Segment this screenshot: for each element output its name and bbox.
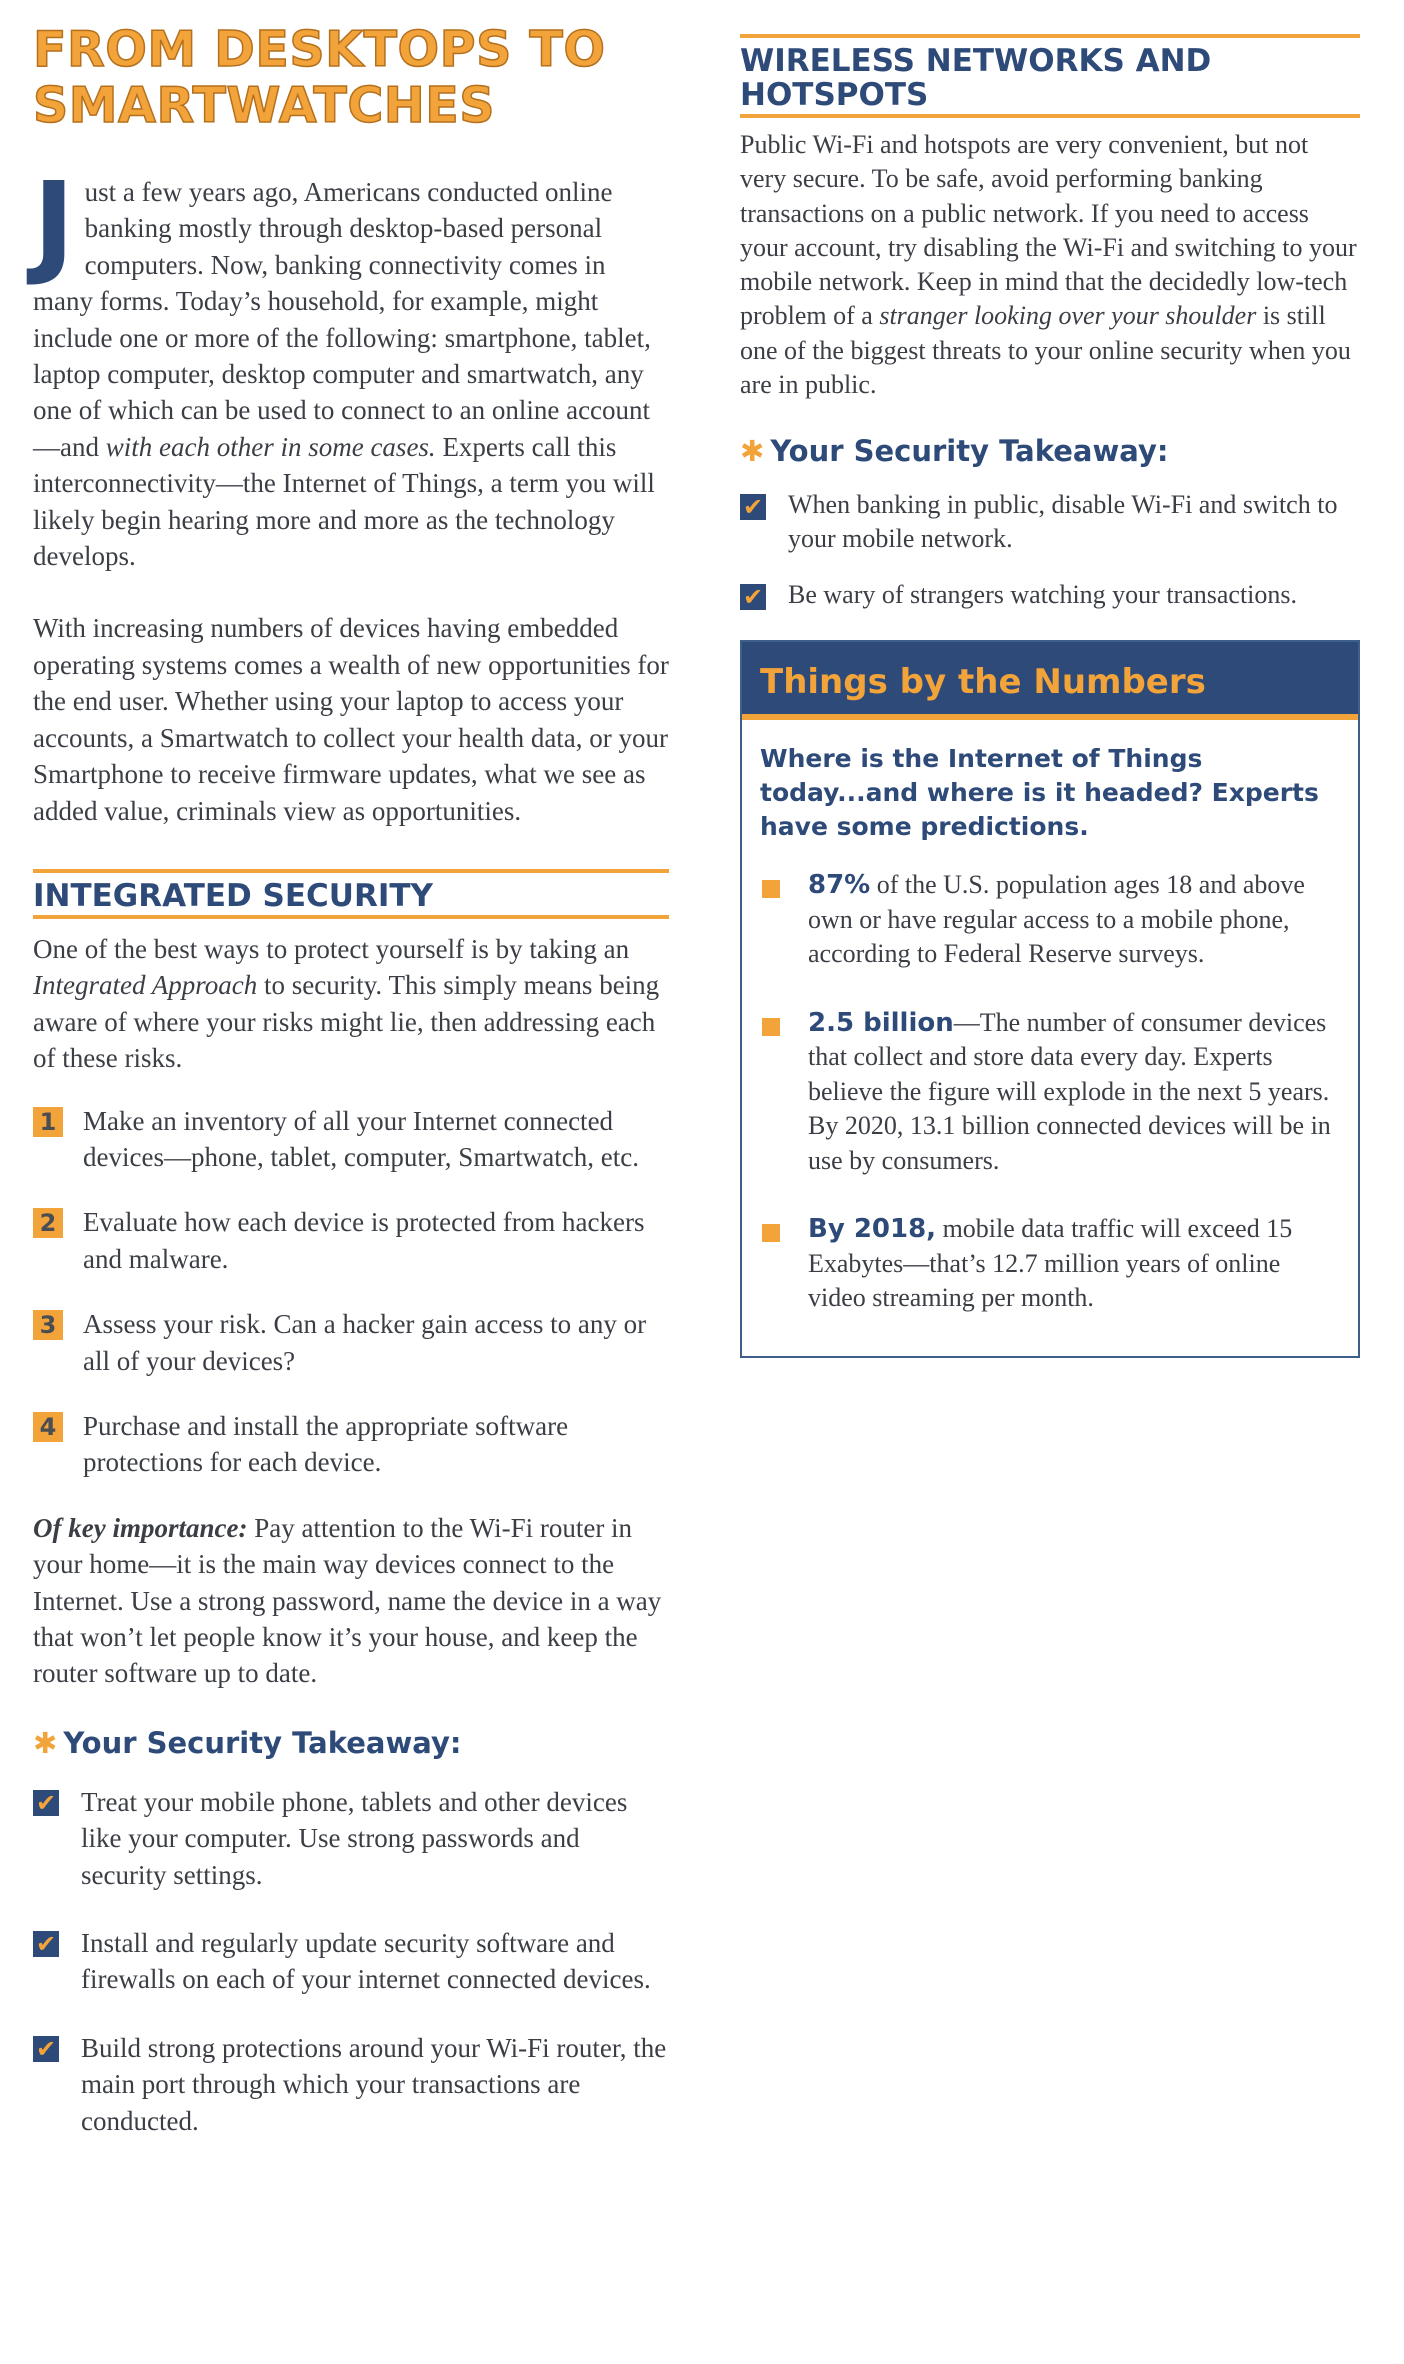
takeaway-checklist (33, 1784, 669, 2139)
numbers-body (742, 720, 1358, 1356)
asterisk-icon: ✱ (33, 1725, 58, 1760)
integrated-approach-italic: Integrated Approach (33, 970, 258, 1001)
step-text: Purchase and install the appropriate software protections for each device. (83, 1410, 569, 1478)
checklist-text: Install and regularly update security software and firewalls on each of your internet connected devices. (81, 1928, 651, 1995)
stat-item (760, 1006, 1338, 1179)
wireless-text-end: is still one of the biggest threats to your online security when you are in public. (740, 301, 1351, 400)
intro-text: ust a few years ago, Americans conducted online banking mostly through desktop-based personal computers. Now, banking connectivity comes in many forms. Today’s household, for example, might include one or more of the following: smartphone, tablet, laptop computer, desktop computer and smartwatch, any one of which can be used to connect to an online account—and (33, 177, 651, 462)
stat-lead: 2.5 billion (808, 1007, 954, 1038)
wireless-heading-block (740, 34, 1360, 118)
security-takeaway-heading (33, 1726, 669, 1760)
checkmark-icon: ✔ (33, 1931, 59, 1957)
integrated-intro-text: One of the best ways to protect yourself is by taking an (33, 933, 630, 964)
step-item (33, 1204, 669, 1277)
stat-item (760, 868, 1338, 972)
checklist-item (740, 488, 1360, 556)
stat-text (808, 1006, 1338, 1179)
checkmark-icon: ✔ (740, 584, 766, 610)
stat-body: of the U.S. population ages 18 and above own or have regular access to a mobile phone, according to Federal Reserve surveys. (808, 870, 1305, 969)
step-item (33, 1103, 669, 1176)
right-column (740, 34, 1360, 1358)
step-item (33, 1306, 669, 1379)
key-importance-label: Of key importance: (33, 1512, 248, 1543)
square-bullet-icon (762, 880, 780, 898)
checklist-text: Build strong protections around your Wi-Fi router, the main port through which your transactions are conducted. (81, 2032, 667, 2136)
intro-paragraph (33, 159, 669, 574)
checklist-text: When banking in public, disable Wi-Fi and switch to your mobile network. (788, 490, 1338, 554)
drop-cap: J (33, 159, 75, 289)
stat-text (808, 1212, 1338, 1316)
numbers-intro: Where is the Internet of Things today...and where is it headed? Experts have some predictions. (760, 744, 1319, 842)
security-takeaway-heading (740, 434, 1360, 468)
numbers-header (742, 642, 1358, 720)
checkmark-icon: ✔ (740, 494, 766, 520)
intro-text-end: Experts call this interconnectivity—the Internet of Things, a term you will likely begin hearing more and more as the technology develops. (33, 431, 655, 572)
integrated-security-heading: INTEGRATED SECURITY (33, 877, 433, 914)
step-number-badge: 4 (33, 1412, 63, 1442)
stat-body: —The number of consumer devices that collect and store data every day. Experts believe the figure will explode in the next 5 years. By 2020, 13.1 billion connected devices will be in use by consumers. (808, 1007, 1331, 1175)
wireless-text: Public Wi-Fi and hotspots are very convenient, but not very secure. To be safe, avoid performing banking transactions on a public network. If you need to access your account, try disabling the Wi-Fi and switching to your mobile network. Keep in mind that the decidedly low-tech problem of a (740, 130, 1357, 331)
checklist-item (33, 1784, 669, 1893)
stat-lead: By 2018, (808, 1214, 937, 1245)
step-number-badge: 1 (33, 1107, 63, 1137)
intro-italic: with each other in some cases. (105, 431, 436, 462)
stat-text (808, 868, 1338, 972)
square-bullet-icon (762, 1018, 780, 1036)
checkmark-icon: ✔ (33, 2036, 59, 2062)
key-importance-text: Pay attention to the Wi-Fi router in your home—it is the main way devices connect to the Internet. Use a strong password, name the device in a way that won’t let people know it’s your house, and keep the router software up to date. (33, 1512, 662, 1689)
takeaway-heading-text: Your Security Takeaway: (63, 1725, 462, 1760)
opportunities-paragraph: With increasing numbers of devices having embedded operating systems comes a wealth of new opportunities for the end user. Whether using your laptop to access your accounts, a Smartwatch to collect your health data, or your Smartphone to receive firmware updates, what we see as added value, criminals view as opportunities. (33, 613, 669, 826)
step-text: Evaluate how each device is protected from hackers and malware. (83, 1207, 645, 1274)
step-item (33, 1408, 669, 1481)
checkmark-icon: ✔ (33, 1790, 59, 1816)
stat-lead: 87% (808, 870, 871, 901)
wireless-italic: stranger looking over your shoulder (879, 301, 1257, 331)
step-text: Assess your risk. Can a hacker gain access to any or all of your devices? (83, 1309, 647, 1376)
stat-item (760, 1212, 1338, 1316)
stats-list (760, 868, 1338, 1316)
title-line-2: SMARTWATCHES (33, 77, 496, 134)
article-title (33, 22, 669, 134)
square-bullet-icon (762, 1224, 780, 1242)
left-column (33, 22, 669, 2171)
step-number-badge: 2 (33, 1208, 63, 1238)
checklist-item (33, 2030, 669, 2139)
takeaway-checklist (740, 488, 1360, 612)
wireless-heading: WIRELESS NETWORKS AND HOTSPOTS (740, 43, 1212, 113)
title-line-1: FROM DESKTOPS TO (33, 21, 606, 78)
checklist-item (33, 1925, 669, 1998)
integrated-intro (33, 931, 669, 1077)
integrated-intro-text-end: to security. This simply means being aware of where your risks might lie, then addressing each of these risks. (33, 970, 660, 1074)
checklist-text: Treat your mobile phone, tablets and other devices like your computer. Use strong passwords and security settings. (81, 1786, 628, 1890)
asterisk-icon: ✱ (740, 434, 765, 469)
step-number-badge: 3 (33, 1310, 63, 1340)
numbers-heading: Things by the Numbers (760, 662, 1206, 703)
steps-list (33, 1103, 669, 1481)
checklist-text: Be wary of strangers watching your transactions. (788, 580, 1298, 610)
key-importance-paragraph (33, 1510, 669, 1692)
stat-body: mobile data traffic will exceed 15 Exabytes—that’s 12.7 million years of online video streaming per month. (808, 1214, 1293, 1313)
integrated-security-heading-block (33, 869, 669, 919)
wireless-paragraph (740, 128, 1360, 402)
checklist-item (740, 578, 1360, 612)
numbers-sidebar-box (740, 640, 1360, 1358)
takeaway-heading-text: Your Security Takeaway: (770, 434, 1169, 469)
step-text: Make an inventory of all your Internet connected devices—phone, tablet, computer, Smartwatch, etc. (83, 1105, 639, 1172)
